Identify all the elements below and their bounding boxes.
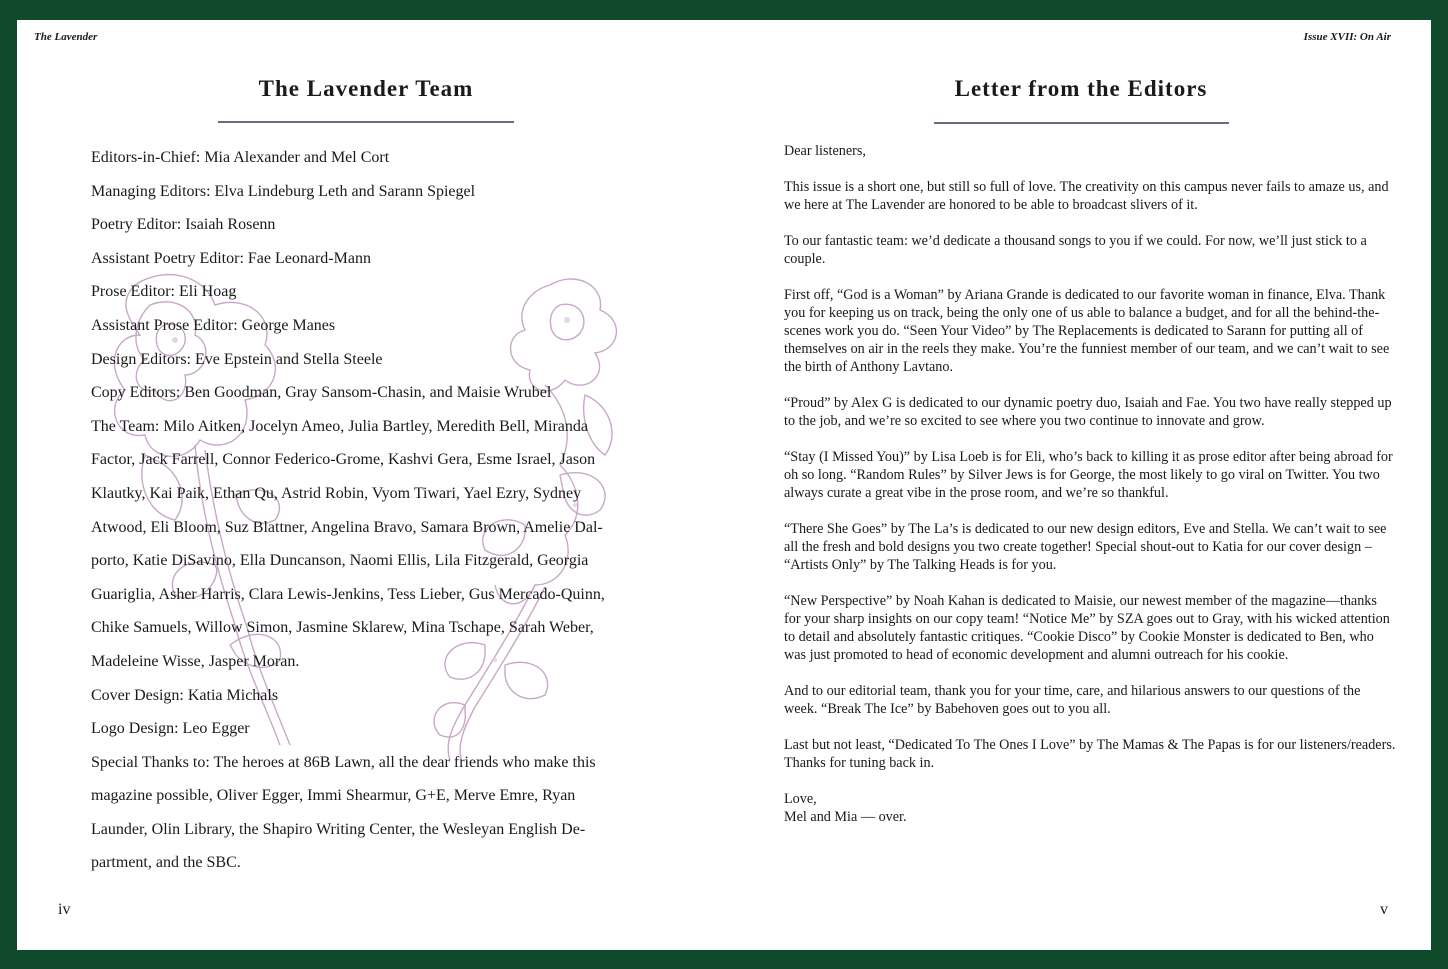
team-line: The Team: Milo Aitken, Jocelyn Ameo, Julia Bartley, Meredith Bell, Miranda bbox=[91, 417, 588, 435]
team-line: Design Editors: Eve Epstein and Stella Steele bbox=[91, 350, 383, 368]
magazine-spread bbox=[17, 20, 1431, 950]
team-line: Logo Design: Leo Egger bbox=[91, 720, 250, 738]
team-line: Klautky, Kai Paik, Ethan Qu, Astrid Robin, Vyom Tiwari, Yael Ezry, Sydney bbox=[91, 484, 582, 502]
letter-paragraph: “New Perspective” by Noah Kahan is dedicated to Maisie, our newest member of the magazine—thanks for your sharp insights on our copy team! “Notice Me” by SZA goes out to Gray, with his wicked attention to detail and absolutely fantastic critiques. “Cookie Disco” by Cookie Monster is dedicated to Ben, who was just promoted to head of economic development and alumni outreach for his cookie. bbox=[784, 593, 1390, 663]
running-header-magazine: The Lavender bbox=[34, 31, 98, 43]
team-page-title: The Lavender Team bbox=[258, 76, 474, 101]
team-line: partment, and the SBC. bbox=[91, 854, 241, 872]
team-line: Special Thanks to: The heroes at 86B Lawn, all the dear friends who make this bbox=[91, 753, 596, 771]
team-line: Madeleine Wisse, Jasper Moran. bbox=[91, 652, 300, 670]
letter-paragraph: To our fantastic team: we’d dedicate a thousand songs to you if we could. For now, we’ll just stick to a couple. bbox=[784, 233, 1367, 267]
team-line: porto, Katie DiSavino, Ella Duncanson, Naomi Ellis, Lila Fitzgerald, Georgia bbox=[91, 552, 589, 570]
team-line: Managing Editors: Elva Lindeburg Leth and Sarann Spiegel bbox=[91, 182, 476, 200]
letter-paragraph: “Proud” by Alex G is dedicated to our dynamic poetry duo, Isaiah and Fae. You two have really stepped up to the job, and we’re so excited to see where you two continue to innovate and grow. bbox=[784, 395, 1392, 429]
team-line: magazine possible, Oliver Egger, Immi Shearmur, G+E, Merve Emre, Ryan bbox=[91, 787, 576, 805]
team-line: Chike Samuels, Willow Simon, Jasmine Sklarew, Mina Tschape, Sarah Weber, bbox=[91, 619, 594, 637]
team-line: Copy Editors: Ben Goodman, Gray Sansom-Chasin, and Maisie Wrubel bbox=[91, 384, 552, 402]
team-line: Assistant Prose Editor: George Manes bbox=[91, 316, 336, 334]
letter-page-title: Letter from the Editors bbox=[954, 76, 1208, 101]
letter-paragraph: And to our editorial team, thank you for your time, care, and hilarious answers to our questions of the week. “Break The Ice” by Babehoven goes out to you all. bbox=[784, 683, 1361, 717]
team-line: Prose Editor: Eli Hoag bbox=[91, 283, 237, 301]
team-line: Assistant Poetry Editor: Fae Leonard-Mann bbox=[91, 249, 371, 267]
page-number-right: v bbox=[1380, 901, 1388, 918]
team-list bbox=[91, 141, 651, 880]
team-line: Guariglia, Asher Harris, Clara Lewis-Jenkins, Tess Lieber, Gus Mercado-Quinn, bbox=[91, 585, 605, 603]
letter-signature: Mel and Mia — over. bbox=[784, 809, 907, 825]
letter-paragraph: “There She Goes” by The La’s is dedicated to our new design editors, Eve and Stella. We can’t wait to see all the fresh and bold designs you two create together! Special shout-out to Katia for our cover design – “Artists Only” by The Talking Heads is for you. bbox=[784, 521, 1387, 573]
team-line: Atwood, Eli Bloom, Suz Blattner, Angelina Bravo, Samara Brown, Amelie Dal- bbox=[91, 518, 603, 536]
title-underline-right bbox=[934, 122, 1229, 124]
letter-closing: Love, bbox=[784, 791, 817, 807]
letter-salutation: Dear listeners, bbox=[784, 143, 866, 159]
team-line: Factor, Jack Farrell, Connor Federico-Grome, Kashvi Gera, Esme Israel, Jason bbox=[91, 451, 596, 469]
letter-paragraph: This issue is a short one, but still so full of love. The creativity on this campus never fails to amaze us, and we here at The Lavender are honored to be able to broadcast slivers of it. bbox=[784, 179, 1389, 213]
editors-letter bbox=[784, 142, 1396, 826]
letter-paragraph: First off, “God is a Woman” by Ariana Grande is dedicated to our favorite woman in finance, Elva. Thank you for keeping us on track, being the only one of us able to balance a budget, and for all the behind-the-scenes work you do. “Seen Your Video” by The Replacements is dedicated to Sarann for putting all of themselves on air in the reels they make. You’re the funniest member of our team, and we can’t wait to see the birth of Anthony Lavtano. bbox=[784, 287, 1390, 375]
title-underline-left bbox=[218, 121, 514, 123]
team-line: Launder, Olin Library, the Shapiro Writing Center, the Wesleyan English De- bbox=[91, 820, 586, 838]
team-line: Cover Design: Katia Michals bbox=[91, 686, 279, 704]
team-line: Editors-in-Chief: Mia Alexander and Mel Cort bbox=[91, 149, 390, 166]
page-number-left: iv bbox=[58, 901, 71, 918]
team-line: Poetry Editor: Isaiah Rosenn bbox=[91, 216, 276, 234]
running-header-issue: Issue XVII: On Air bbox=[1303, 31, 1391, 43]
letter-paragraph: “Stay (I Missed You)” by Lisa Loeb is for Eli, who’s back to killing it as prose editor after being abroad for oh so long. “Random Rules” by Silver Jews is for George, the most likely to go viral on Twitter. You two always curate a great vibe in the prose room, and we’re so thankful. bbox=[784, 449, 1393, 501]
letter-paragraph: Last but not least, “Dedicated To The Ones I Love” by The Mamas & The Papas is for our listeners/readers. Thanks for tuning back in. bbox=[784, 737, 1396, 771]
